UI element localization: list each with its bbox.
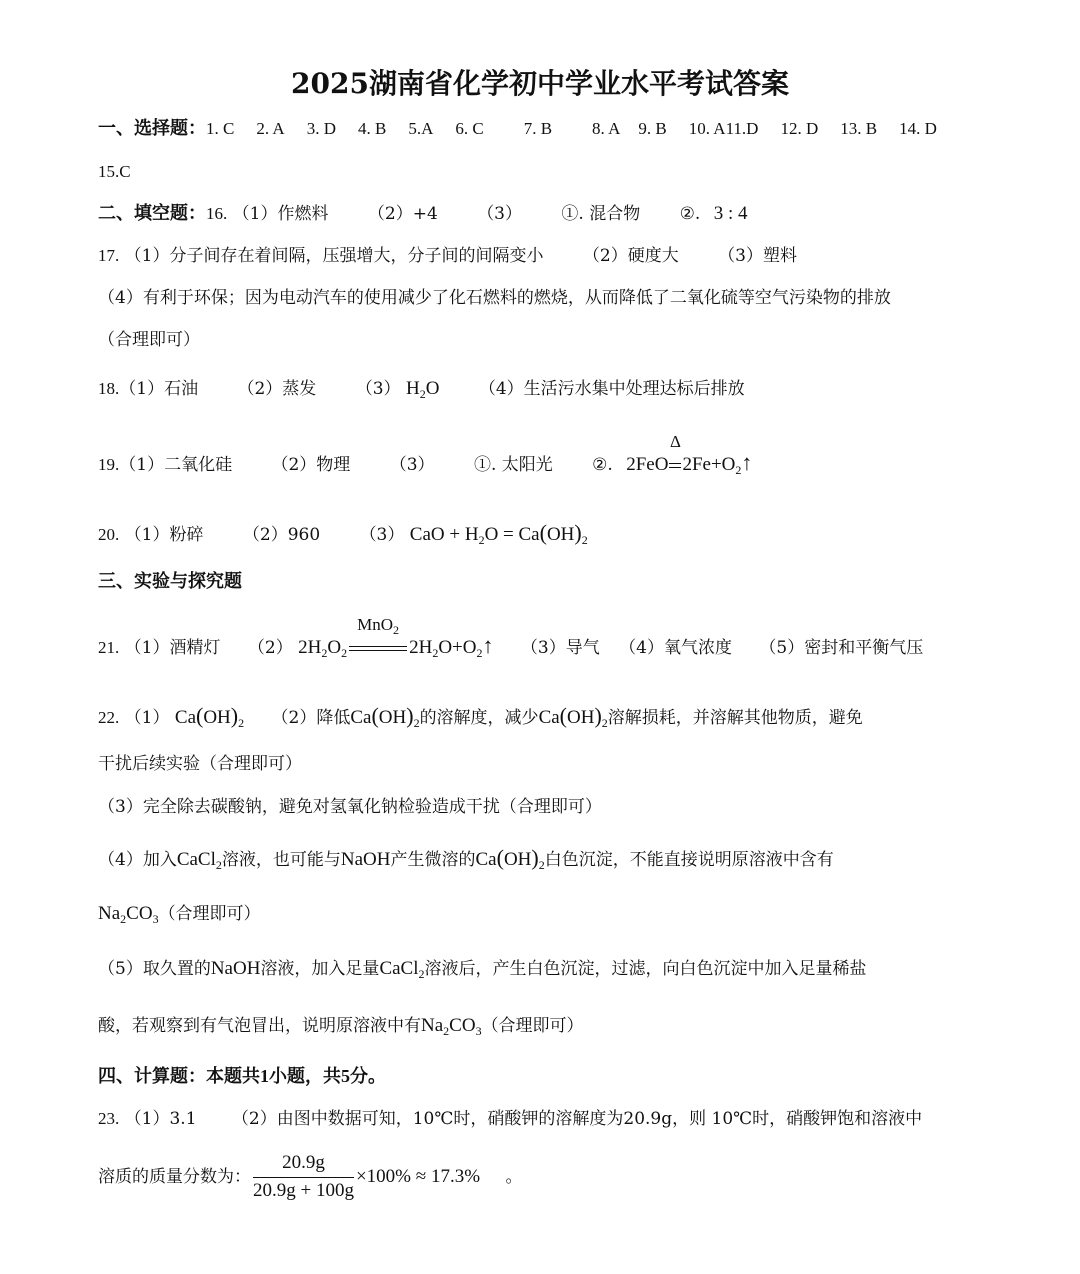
q23-answer-1: （1）3.1 — [124, 1109, 197, 1129]
q16-number: 16. — [206, 204, 228, 223]
choice-answer-4: 4. B — [357, 119, 387, 138]
choice-answer-10: 10. A — [688, 119, 726, 138]
q17-number: 17. — [98, 246, 120, 265]
q16-ratio: 3 : 4 — [713, 203, 748, 224]
q19-answer-1: （1）二氧化硅 — [119, 455, 233, 475]
page-title: 2025湖南省化学初中学业水平考试答案 — [291, 67, 789, 100]
choice-answer-6: 6. C — [455, 119, 484, 138]
q23-fraction-line: 溶质的质量分数为： $\frac{20.9g}{20.9g + 100g}$ ×100% ≈ 17.3% 。 — [98, 1152, 523, 1201]
q23-result: ×100% ≈ 17.3% — [355, 1165, 481, 1187]
q17-answer-1: （1）分子间存在着间隔，压强增大，分子间的间隔变小 — [124, 246, 544, 266]
q22-answer-4-line: （4）加入CaCl$_2$溶液，也可能与NaOH产生微溶的$Ca(OH)_2$白色沉淀，不能直接说明原溶液中含有 — [98, 845, 834, 872]
q21-answer-2: （2） — [247, 638, 293, 658]
choice-answer-9: 9. B — [638, 119, 667, 138]
q20-answer-3: （3） — [359, 525, 405, 545]
formula-naoh: NaOH — [340, 849, 391, 870]
section-4-label: 四、计算题：本题共1小题，共5分。 — [98, 1066, 386, 1087]
q22-formula-caoh2-b: $Ca(OH)_2$ — [350, 703, 420, 730]
q21-answer-4: （4）氧气浓度 — [619, 638, 732, 658]
q20-answer-2: （2）960 — [242, 525, 321, 545]
q18-number: 18. — [98, 379, 120, 398]
q19-answer-2: （2）物理 — [271, 455, 351, 475]
choice-answer-1: 1. C — [206, 119, 235, 138]
q19-number: 19. — [98, 455, 120, 474]
formula-na2co3-b: $Na_2CO_3$ — [421, 1015, 482, 1038]
choice-answer-14: 14. D — [899, 119, 937, 138]
q22-answer-2-post: 溶解损耗，并溶解其他物质，避免 — [607, 708, 863, 728]
choice-answer-11: 11.D — [725, 119, 759, 138]
q17-answer-4-note: （合理即可） — [98, 330, 200, 350]
q23-answer-2-cont: 溶质的质量分数为： — [98, 1166, 251, 1187]
q22-answer-3: （3）完全除去碳酸钠，避免对氢氧化钠检验造成干扰（合理即可） — [98, 797, 602, 817]
q18-answer-2: （2）蒸发 — [237, 379, 317, 399]
q18-formula-water: $H_2O$ — [405, 378, 440, 401]
q22-answer-2-cont: 干扰后续实验（合理即可） — [98, 754, 302, 774]
q21-number: 21. — [98, 638, 120, 657]
q22-formula-caoh2-a: $Ca(OH)_2$ — [174, 703, 245, 730]
q19-line — [98, 432, 753, 477]
choice-answer-2: 2. A — [256, 119, 285, 138]
q22-answer-5-cont: 酸，若观察到有气泡冒出，说明原溶液中有$Na_2CO_3$（合理即可） — [98, 1015, 584, 1038]
q21-answer-3: （3）导气 — [520, 638, 600, 658]
choice-answer-8: 8. A — [592, 119, 621, 138]
q19-answer-3: （3） — [389, 455, 435, 475]
q22-line-1 — [98, 703, 863, 730]
formula-na2co3-a: $Na_2CO_3$ — [98, 903, 159, 926]
section-3-label: 三、实验与探究题 — [98, 571, 242, 592]
q23-answer-2: （2）由图中数据可知，10℃时，硝酸钾的溶解度为20.9g，则 10℃时，硝酸钾饱和溶液中 — [231, 1109, 923, 1129]
q22-answer-4-cont: $Na_2CO_3$（合理即可） — [98, 903, 261, 926]
q16-answer-3: （3） — [477, 204, 523, 224]
formula-cacl2: CaCl$_2$ — [176, 849, 222, 872]
q17-answer-4: （4）有利于环保；因为电动汽车的使用减少了化石燃料的燃烧，从而降低了二氧化硫等空气污染物的排放 — [98, 288, 891, 308]
q22-answer-2-pre: （2）降低 — [271, 708, 351, 728]
q22-number: 22. — [98, 708, 120, 727]
choice-answer-7: 7. B — [523, 119, 553, 138]
q23-fraction: $\frac{20.9g}{20.9g + 100g}$ — [253, 1152, 354, 1201]
q20-number: 20. — [98, 525, 120, 544]
choice-answer-5: 5.A — [408, 119, 434, 138]
q22-answer-5-line: （5）取久置的NaOH溶液，加入足量CaCl$_2$溶液后，产生白色沉淀，过滤，向白色沉淀中加入足量稀盐 — [98, 958, 867, 981]
choice-answer-15: 15.C — [98, 162, 131, 181]
choice-answer-13: 13. B — [840, 119, 878, 138]
q18-answer-3: （3） — [355, 379, 401, 399]
q21-answer-1: （1）酒精灯 — [124, 638, 221, 658]
q17-line — [98, 246, 797, 266]
choice-answer-list — [206, 119, 937, 139]
q22-answer-2-mid: 的溶解度，减少 — [419, 708, 539, 728]
q20-line — [98, 520, 588, 547]
q18-answer-4: （4）生活污水集中处理达标后排放 — [478, 379, 745, 399]
q16-answer-3-2: ②. — [679, 204, 701, 224]
q21-equation: $2H_2O_2$ MnO$_2$ $2H_2O+O_2↑$ — [298, 615, 494, 660]
q22-formula-caoh2-c: $Ca(OH)_2$ — [538, 703, 608, 730]
q16-answer-3-1: ①. 混合物 — [561, 204, 641, 224]
section-2-label: 二、填空题： — [98, 203, 206, 224]
q16-answer-1: （1）作燃料 — [232, 204, 329, 224]
q16-answer-2: （2）+4 — [367, 204, 438, 224]
q22-formula-caoh2-d: $Ca(OH)_2$ — [475, 845, 545, 872]
q21-answer-5: （5）密封和平衡气压 — [759, 638, 924, 658]
q19-answer-3-2: ②. — [592, 455, 613, 475]
choice-answer-12: 12. D — [780, 119, 819, 138]
q19-answer-3-1: ①. 太阳光 — [473, 455, 553, 475]
q17-answer-2: （2）硬度大 — [582, 246, 679, 266]
choice-answers-line — [98, 118, 937, 140]
q19-equation: 2FeO Δ $2Fe+O_2↑$ — [626, 432, 753, 477]
q21-line — [98, 615, 924, 660]
q20-answer-1: （1）粉碎 — [124, 525, 204, 545]
q23-line — [98, 1109, 922, 1129]
q17-answer-3: （3）塑料 — [718, 246, 797, 266]
choice-answer-3: 3. D — [306, 119, 336, 138]
q16-line — [98, 203, 747, 226]
q22-answer-1: （1） — [124, 708, 170, 728]
q23-number: 23. — [98, 1109, 120, 1128]
q18-line — [98, 378, 745, 401]
q20-equation: CaO + $H_2O = Ca(OH)_2$ — [409, 520, 588, 547]
section-1-label: 一、选择题： — [98, 118, 206, 139]
q18-answer-1: （1）石油 — [119, 379, 199, 399]
